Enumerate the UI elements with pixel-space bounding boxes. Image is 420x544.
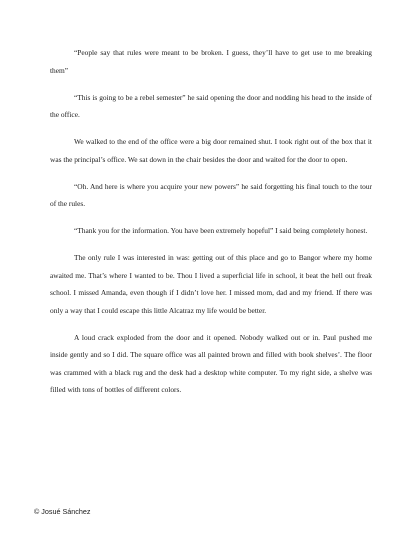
paragraph-6: The only rule I was interested in was: getting out of this place and go to Bangor where my home awaited me. That’s where I wanted to be. Thou I lived a superficial life in school, it beat the hell out freak school. I missed Amanda, even though if I didn’t love her. I missed mom, dad and my friend. If there was only a way that I could escape this little Alcatraz my life would be better. — [50, 253, 372, 315]
paragraph-2: “This is going to be a rebel semester” he said opening the door and nodding his head to the inside of the office. — [50, 92, 372, 119]
paragraph-4: “Oh. And here is where you acquire your new powers” he said forgetting his final touch to the tour of the rules. — [50, 181, 372, 208]
paragraph-1: “People say that rules were meant to be broken. I guess, they’ll have to get use to me breaking them” — [50, 48, 372, 75]
paragraph-7: A loud crack exploded from the door and it opened. Nobody walked out or in. Paul pushed me inside gently and so I did. The square office was all painted brown and filled with book shelves’. The floor was crammed with a black rug and the desk had a desktop white computer. To my right side, a shelve was filled with tons of bottles of different colors. — [50, 332, 372, 394]
paragraph-5: “Thank you for the information. You have been extremely hopeful” I said being completely honest. — [74, 226, 368, 235]
story-body — [50, 44, 372, 408]
copyright-footer: © Josué Sánchez — [34, 507, 91, 516]
paragraph-3: We walked to the end of the office were a big door remained shut. I took right out of the box that it was the principal’s office. We sat down in the chair besides the door and waited for the door to open. — [50, 137, 372, 164]
